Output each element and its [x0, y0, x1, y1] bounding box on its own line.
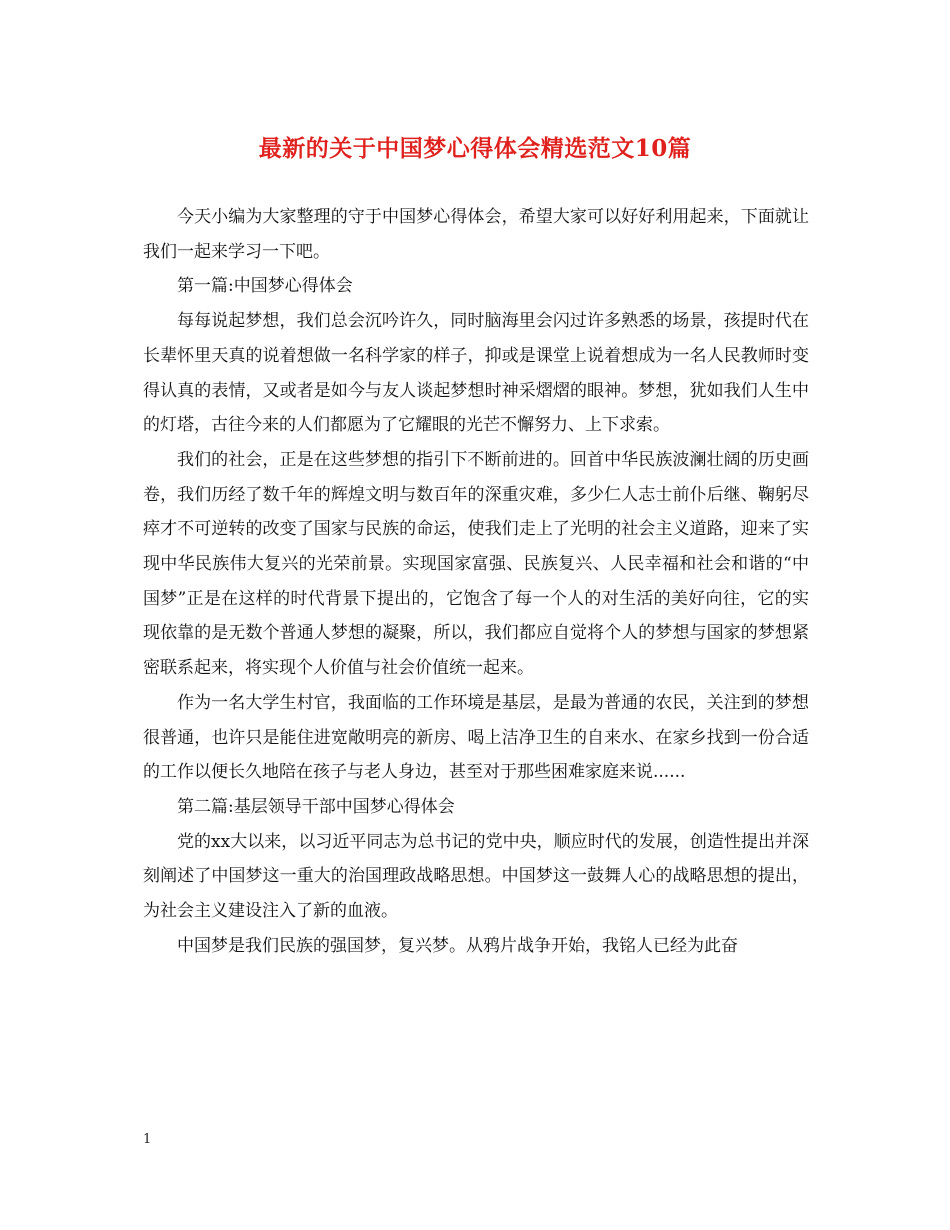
paragraph-intro: 今天小编为大家整理的守于中国梦心得体会，希望大家可以好好利用起来，下面就让我们一起来学习一下吧。 — [143, 207, 809, 262]
page-number: 1 — [143, 1132, 152, 1147]
paragraph: 中国梦是我们民族的强国梦，复兴梦。从鸦片战争开始，我铭人已经为此奋 — [177, 935, 738, 956]
section-heading-2: 第二篇:基层领导干部中国梦心得体会 — [177, 796, 455, 817]
document-title: 最新的关于中国梦心得体会精选范文10篇 — [258, 135, 692, 162]
paragraph: 我们的社会，正是在这些梦想的指引下不断前进的。回首中华民族波澜壮阔的历史画卷，我们历经了数千年的辉煌文明与数百年的深重灾难，多少仁人志士前仆后继、鞠躬尽瘁才不可逆转的改变了国家与民族的命运，使我们走上了光明的社会主义道路，迎来了实现中华民族伟大复兴的光荣前景。实现国家富强、民族复兴、人民幸福和社会和谐的“中国梦”正是在这样的时代背景下提出的，它饱含了每一个人的对生活的美好向往，它的实现依靠的是无数个普通人梦想的凝聚，所以，我们都应自觉将个人的梦想与国家的梦想紧密联系起来，将实现个人价值与社会价值统一起来。 — [143, 449, 809, 679]
document-body — [143, 200, 809, 963]
paragraph: 作为一名大学生村官，我面临的工作环境是基层，是最为普通的农民，关注到的梦想很普通，也许只是能住进宽敞明亮的新房、喝上洁净卫生的自来水、在家乡找到一份合适的工作以便长久地陪在孩子与老人身边，甚至对于那些困难家庭来说...... — [143, 692, 809, 783]
paragraph: 每每说起梦想，我们总会沉吟许久，同时脑海里会闪过许多熟悉的场景，孩提时代在长辈怀里天真的说着想做一名科学家的样子，抑或是课堂上说着想成为一名人民教师时变得认真的表情，又或者是如今与友人谈起梦想时神采熠熠的眼神。梦想，犹如我们人生中的灯塔，古往今来的人们都愿为了它耀眼的光芒不懈努力、上下求索。 — [143, 311, 809, 436]
section-heading-1: 第一篇:中国梦心得体会 — [177, 276, 353, 297]
paragraph: 党的xx大以来，以习近平同志为总书记的党中央，顺应时代的发展，创造性提出并深刻阐述了中国梦这一重大的治国理政战略思想。中国梦这一鼓舞人心的战略思想的提出，为社会主义建设注入了新的血液。 — [143, 831, 809, 922]
